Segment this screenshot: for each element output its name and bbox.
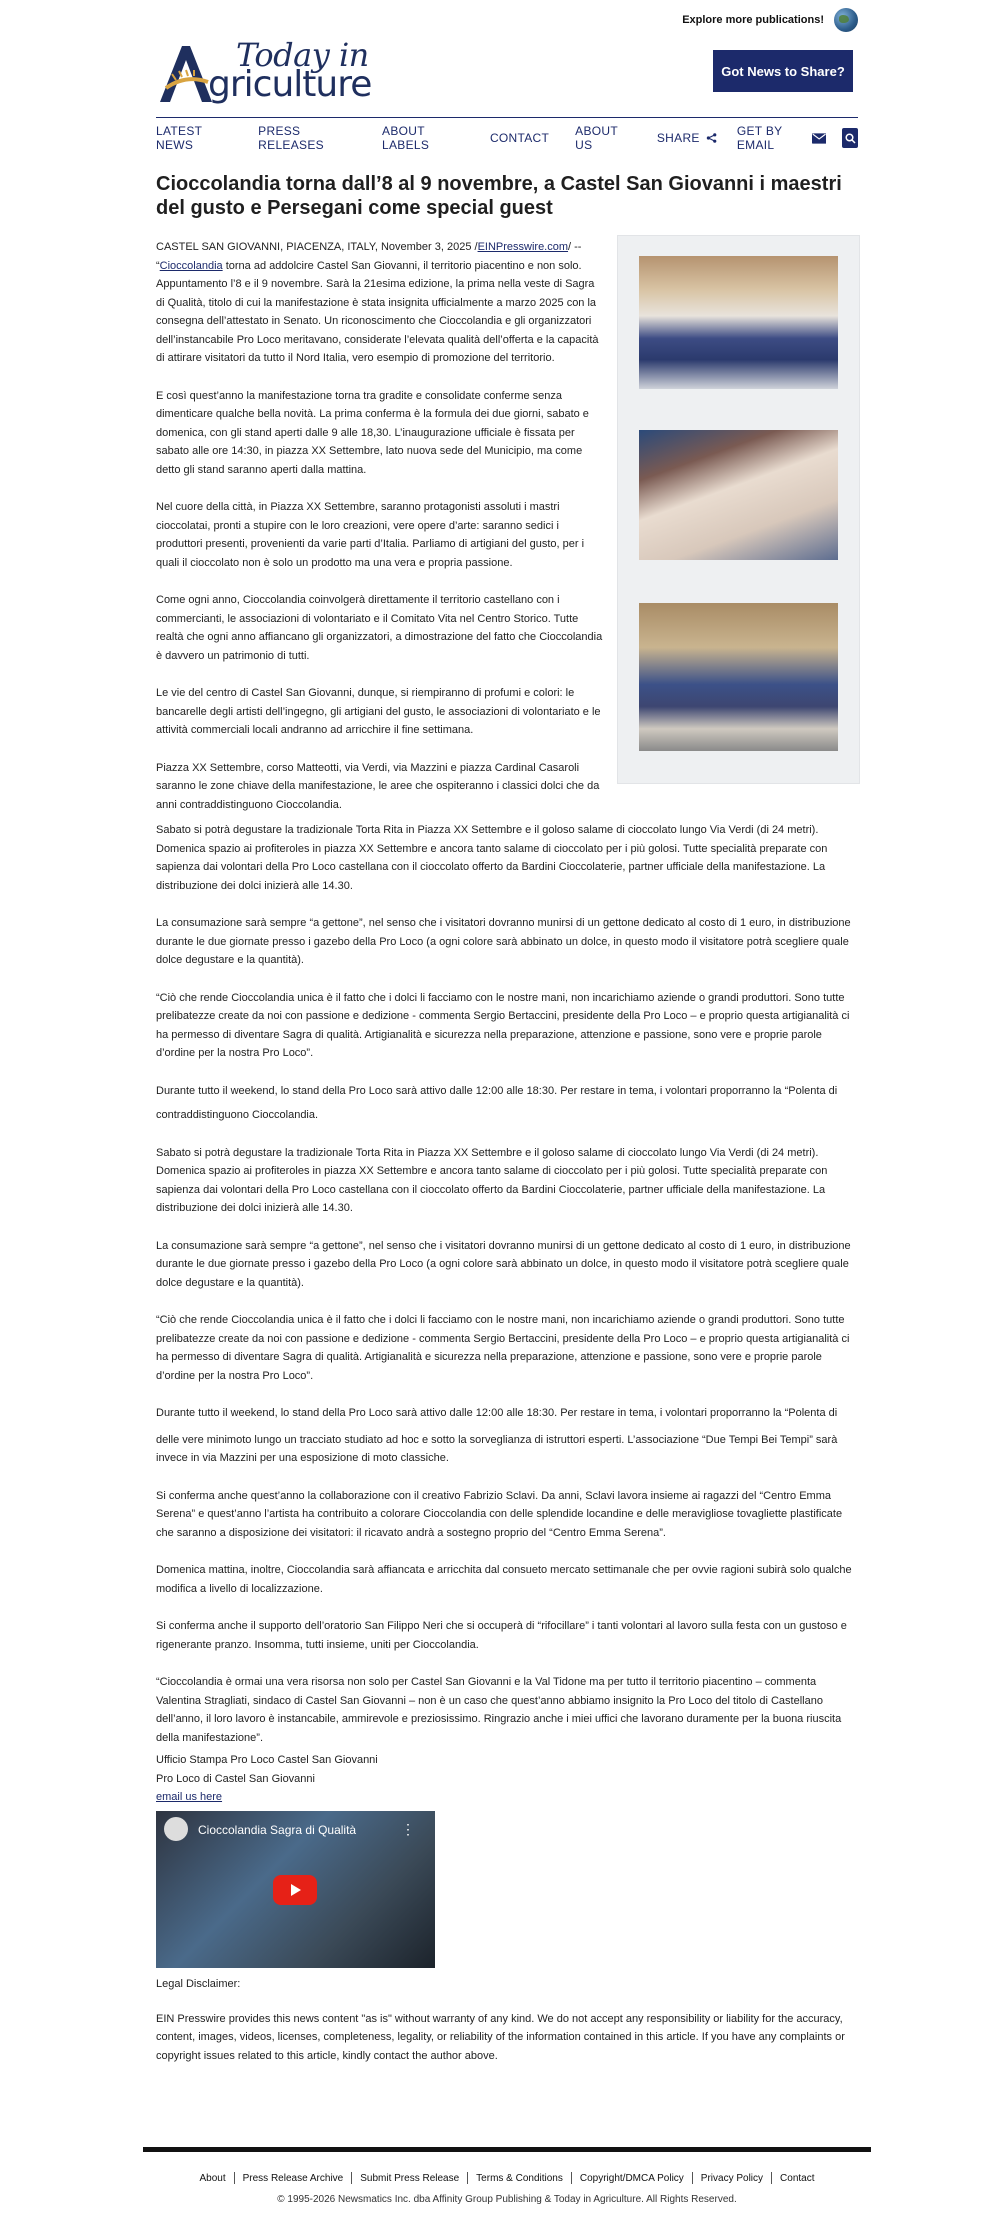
article-paragraph: La consumazione sarà sempre “a gettone”, nel senso che i visitatori dovranno munirsi di un gettone dedicato al costo di 1 euro, in distribuzione durante le due giornate presso i gazebo della Pro Loco (a ogni colore sarà abbinato un dolce, in questo modo il visitatore potrà scegliere quale dolce degustare e la quantità). <box>156 917 851 966</box>
footer-link-about[interactable]: About <box>199 2172 226 2184</box>
article-body-wide-1 <box>156 821 858 1100</box>
gallery-photo-3[interactable] <box>639 603 838 751</box>
play-icon <box>288 1883 302 1897</box>
article-paragraph <box>156 238 606 368</box>
article-paragraph: contraddistinguono Cioccolandia. <box>156 1109 319 1121</box>
article-paragraph: Nel cuore della città, in Piazza XX Settembre, saranno protagonisti assoluti i mastri cioccolatai, pronti a stupire con le loro creazioni, vere opere d’arte: saranno sedici i produttori presenti, provenienti da varie parti d’Italia. Parliamo di artigiani del gusto, per i quali il cioccolato non è solo un prodotto ma una vera e propria passione. <box>156 501 585 569</box>
logo-text-today: Today in <box>236 36 369 74</box>
nav-actions <box>657 124 858 152</box>
more-options-icon[interactable]: ⋮ <box>401 1821 415 1837</box>
article-paragraph: E così quest’anno la manifestazione torna tra gradite e consolidate conferme senza dimenticare qualche bella novità. La prima conferma è la formula dei due giorni, sabato e domenica, con gli stand aperti dalle 9 alle 18,30. L’inaugurazione ufficiale è fissata per sabato alle ore 14:30, in piazza XX Settembre, lato nuova sede del Municipio, ma come detto gli stand saranno aperti dalla mattina. <box>156 389 589 476</box>
legal-text: EIN Presswire provides this news content "as is" without warranty of any kind. We do not accept any responsibility or liability for the accuracy, content, images, videos, licenses, completeness, legality, or reliability of the information contained in this article. If you have any complaints or copyright issues related to this article, kindly contact the author above. <box>156 2012 845 2062</box>
contact-name: Ufficio Stampa Pro Loco Castel San Giovanni <box>156 1754 378 1766</box>
site-logo[interactable] <box>156 36 396 106</box>
gallery-photo-1[interactable] <box>639 256 838 389</box>
article-body-narrow <box>156 238 606 833</box>
footer-divider <box>143 2147 871 2152</box>
gallery-photo-2[interactable] <box>639 430 838 560</box>
article-body-wide-2 <box>156 1106 858 1807</box>
article-paragraph: “Cioccolandia è ormai una vera risorsa non solo per Castel San Giovanni e la Val Tidone ma per tutto il territorio piacentino – commenta Valentina Stragliati, sindaco di Castel San Giovanni – non è un caso che quest’anno abbiamo insignito la Pro Loco del titolo di Castellano dell’anno, il loro lavoro è instancabile, ammirevole e preziosissimo. Ringrazio anche i miei uffici che lavorano duramente per la buona riuscita della manifestazione”. <box>156 1676 842 1744</box>
einpresswire-link[interactable]: EINPresswire.com <box>477 241 569 253</box>
got-news-button[interactable]: Got News to Share? <box>713 50 853 92</box>
channel-avatar <box>164 1817 188 1841</box>
article-paragraph: Piazza XX Settembre, corso Matteotti, via Verdi, via Mazzini e piazza Cardinal Casaroli saranno le zone chiave della manifestazione, le aree che ospiteranno i classici dolci che da anni contraddistinguono Cioccolandia. <box>156 761 600 811</box>
footer-link-archive[interactable]: Press Release Archive <box>242 2172 344 2184</box>
footer-links <box>143 2172 871 2184</box>
main-nav <box>156 124 858 152</box>
article-paragraph: Si conferma anche il supporto dell’oratorio San Filippo Neri che si occuperà di “rifocillare” i tanti volontari al lavoro sulla festa con un gustoso e rigenerante pranzo. Insomma, tutti insieme, uniti per Cioccolandia. <box>156 1620 847 1651</box>
footer-link-copyright[interactable]: Copyright/DMCA Policy <box>579 2172 684 2184</box>
contact-org: Pro Loco di Castel San Giovanni <box>156 1772 315 1785</box>
explore-publications-link[interactable]: Explore more publications! <box>682 14 824 26</box>
image-gallery <box>617 235 860 784</box>
article-paragraph: “Ciò che rende Cioccolandia unica è il fatto che i dolci li facciamo con le nostre mani, non incarichiamo aziende o grandi produttori. Sono tutte prelibatezze create da noi con passione e dedizione - commenta Sergio Bertaccini, presidente della Pro Loco – e proprio questa artigianalità ci ha permesso di diventare Sagra di qualità. Artigianalità e sicurezza nella preparazione, attenzione e passione, sono vere e proprie parole d’ordine per la nostra Pro Loco”. <box>156 1314 850 1382</box>
article-paragraph: Domenica mattina, inoltre, Cioccolandia sarà affiancata e arricchita dal consueto mercato settimanale che per ovvie ragioni subirà solo qualche modifica a livello di localizzazione. <box>156 1564 852 1595</box>
article-paragraph: Durante tutto il weekend, lo stand della Pro Loco sarà attivo dalle 12:00 alle 18:30. Per restare in tema, i volontari proporranno la “Polenta di <box>156 1084 838 1097</box>
copyright-text: © 1995-2026 Newsmatics Inc. dba Affinity Group Publishing & Today in Agriculture. All Rights Reserved. <box>277 2194 737 2205</box>
article-paragraph: Sabato si potrà degustare la tradizionale Torta Rita in Piazza XX Settembre e il goloso salame di cioccolato lungo Via Verdi (di 24 metri). Domenica spazio ai profiteroles in piazza XX Settembre e ancora tanto salame di cioccolato per i più golosi. Tutte specialità preparate con sapienza dai volontari della Pro Loco castellana con il cioccolato offerto da Bardini Cioccolaterie, partner ufficiale della manifestazione. La distribuzione dei dolci inizierà alle 14.30. <box>156 1146 828 1214</box>
nav-contact[interactable]: CONTACT <box>489 131 550 145</box>
nav-latest-news[interactable]: LATEST NEWS <box>156 124 203 152</box>
article-paragraph: La consumazione sarà sempre “a gettone”, nel senso che i visitatori dovranno munirsi di un gettone dedicato al costo di 1 euro, in distribuzione durante le due giornate presso i gazebo della Pro Loco (a ogni colore sarà abbinato un dolce, in questo modo il visitatore potrà scegliere quale dolce degustare e la quantità). <box>156 1239 851 1289</box>
search-icon <box>845 133 856 144</box>
article-paragraph: Le vie del centro di Castel San Giovanni, dunque, si riempiranno di profumi e colori: le bancarelle degli artisti dell’ingegno, gli artigiani del gusto, le associazioni di volontariato e le attività commerciali locali andranno ad arricchire il fine settimana. <box>156 687 601 736</box>
footer-link-submit[interactable]: Submit Press Release <box>360 2172 460 2184</box>
footer-separator <box>467 2172 468 2184</box>
email-us-link[interactable]: email us here <box>156 1791 223 1803</box>
share-icon[interactable] <box>706 131 717 145</box>
dateline: CASTEL SAN GIOVANNI, PIACENZA, ITALY, November 3, 2025 / <box>156 241 478 253</box>
cioccolandia-link[interactable]: Cioccolandia <box>159 259 223 272</box>
footer-separator <box>771 2172 772 2184</box>
get-by-email-label[interactable]: GET BY EMAIL <box>736 124 783 152</box>
article-paragraph: Durante tutto il weekend, lo stand della Pro Loco sarà attivo dalle 12:00 alle 18:30. Per restare in tema, i volontari proporranno la “Polenta di <box>156 1407 838 1419</box>
footer-separator <box>571 2172 572 2184</box>
footer-separator <box>692 2172 693 2184</box>
dateline-suffix: / -- <box>568 241 582 253</box>
quote-mark: “ <box>156 259 160 272</box>
nav-about-us[interactable]: ABOUT US <box>575 124 618 152</box>
footer-separator <box>234 2172 235 2184</box>
legal-section <box>156 1975 858 2084</box>
envelope-icon[interactable] <box>812 132 826 145</box>
wheat-a-logo-icon <box>156 36 216 106</box>
article-paragraph: Si conferma anche quest’anno la collaborazione con il creativo Fabrizio Sclavi. Da anni, Sclavi lavora insieme ai ragazzi del “Centro Emma Serena” e quest’anno l’artista ha contribuito a colorare Cioccolandia con delle splendide locandine e delle meravigliose tovagliette plastificate che saranno a disposizione dei visitatori: il ricavato andrà a sostegno proprio del “Centro Emma Serena”. <box>156 1489 843 1539</box>
video-embed[interactable] <box>156 1811 435 1968</box>
footer-link-privacy[interactable]: Privacy Policy <box>700 2172 764 2184</box>
search-button[interactable] <box>842 128 858 148</box>
footer-link-contact[interactable]: Contact <box>780 2172 815 2184</box>
article-paragraph: Sabato si potrà degustare la tradizionale Torta Rita in Piazza XX Settembre e il goloso salame di cioccolato lungo Via Verdi (di 24 metri). Domenica spazio ai profiteroles in piazza XX Settembre e ancora tanto salame di cioccolato per i più golosi. Tutte specialità preparate con sapienza dai volontari della Pro Loco castellana con il cioccolato offerto da Bardini Cioccolaterie, partner ufficiale della manifestazione. La distribuzione dei dolci inizierà alle 14.30. <box>156 824 828 892</box>
nav-divider <box>156 117 858 118</box>
play-button[interactable] <box>273 1875 317 1905</box>
logo-text-agriculture: griculture <box>208 64 372 105</box>
globe-icon[interactable] <box>834 8 858 32</box>
footer-separator <box>351 2172 352 2184</box>
article-paragraph: delle vere minimoto lungo un tracciato studiato ad hoc e sotto la sorveglianza di istruttori esperti. L’associazione “Due Tempi Bei Tempi” sarà invece in via Mazzini per una esposizione di moto classiche. <box>156 1433 838 1464</box>
article-title: Cioccolandia torna dall’8 al 9 novembre, a Castel San Giovanni i maestri del gusto e Persegani come special guest <box>156 173 842 219</box>
share-label[interactable]: SHARE <box>656 131 700 145</box>
article-paragraph: Come ogni anno, Cioccolandia coinvolgerà direttamente il territorio castellano con i commercianti, le associazioni di volontariato e il Comitato Vita nel Centro Storico. Tutte realtà che ogni anno affiancano gli organizzatori, a dimostrazione del fatto che Cioccolandia è davvero un patrimonio di tutti. <box>156 594 603 662</box>
legal-heading: Legal Disclaimer: <box>156 1978 241 1990</box>
topbar <box>682 8 858 32</box>
video-title[interactable]: Cioccolandia Sagra di Qualità <box>198 1823 357 1837</box>
footer-link-terms[interactable]: Terms & Conditions <box>476 2172 563 2184</box>
nav-about-labels[interactable]: ABOUT LABELS <box>382 124 430 152</box>
article-paragraph: “Ciò che rende Cioccolandia unica è il fatto che i dolci li facciamo con le nostre mani, non incarichiamo aziende o grandi produttori. Sono tutte prelibatezze create da noi con passione e dedizione - commenta Sergio Bertaccini, presidente della Pro Loco – e proprio questa artigianalità ci ha permesso di diventare Sagra di qualità. Artigianalità e sicurezza nella preparazione, attenzione e passione, sono vere e proprie parole d’ordine per la nostra Pro Loco”. <box>156 991 850 1059</box>
nav-press-releases[interactable]: PRESS RELEASES <box>258 124 324 152</box>
paragraph-1-text: torna ad addolcire Castel San Giovanni, il territorio piacentino e non solo. Appuntamento l’8 e il 9 novembre. Sarà la 21esima edizione, la prima nella veste di Sagra di Qualità, titolo di cui la manifestazione è stata insignita ufficialmente a marzo 2025 con la consegna dell’attestato in Senato. Un riconoscimento che Cioccolandia e gli organizzatori dell’instancabile Pro Loco meritavano, considerate l’elevata qualità dell’offerta e la capacità di attirare visitatori da tutto il Nord Italia, vero esempio di promozione del territorio. <box>156 259 599 364</box>
